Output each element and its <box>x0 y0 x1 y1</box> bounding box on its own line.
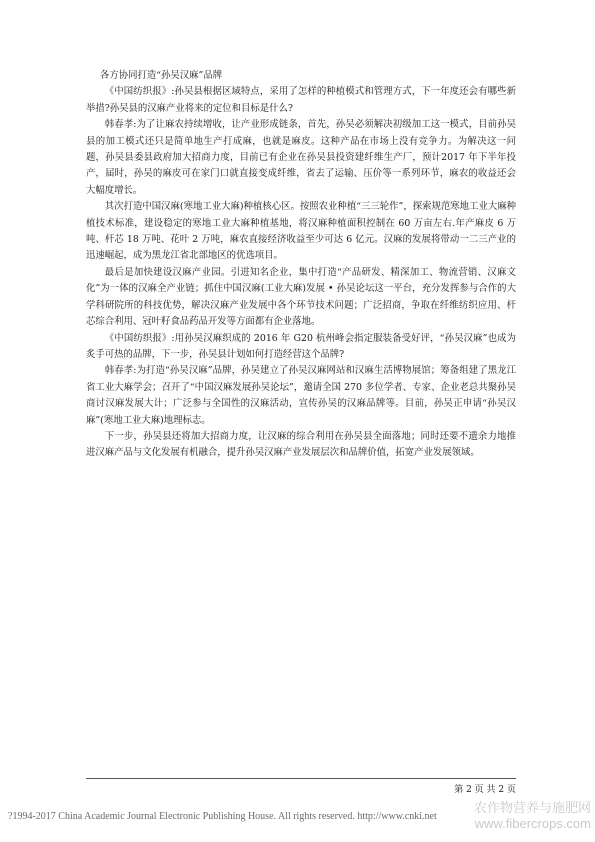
footer-divider <box>86 778 516 779</box>
watermark-url: www.fibercrops.com <box>474 816 591 831</box>
copyright-notice: ?1994-2017 China Academic Journal Electronic Publishing House. All rights reserved. http://www.cnki.net <box>8 811 437 822</box>
site-watermark <box>474 801 591 831</box>
paragraph-answer-1c: 最后是加快建设汉麻产业园。引进知名企业，集中打造“产品研发、精深加工、物流营销、汉麻文化”为一体的汉麻全产业链；抓住中国汉麻(工业大麻)发展 • 孙吴论坛这一平台，充分发挥参与合作的大学科研院所的科技优势，解决汉麻产业发展中各个环节技术问题；广泛招商，争取在纤维纺织应用、杆芯综合利用、冠叶籽食品药品开发等方面都有企业落地。 <box>86 266 516 328</box>
watermark-text: 农作物营养与施肥网 <box>473 801 591 816</box>
section-title: 各方协同打造“孙吴汉麻”品牌 <box>100 70 223 81</box>
article-body <box>86 68 516 462</box>
paragraph-question-2: 《中国纺织报》:用孙吴汉麻织成的 2016 年 G20 杭州峰会指定服装备受好评，“孙吴汉麻”也成为炙手可热的品牌，下一步，孙吴县计划如何打造经营这个品牌? <box>86 332 516 360</box>
paragraph-answer-2a: 韩春孝:为打造“孙吴汉麻”品牌，孙吴建立了孙吴汉麻网站和汉麻生活博物展馆；筹备组建了黑龙江省工业大麻学会；召开了“中国汉麻发展孙吴论坛”，邀请全国 270 多位学者、专家、企业老总共聚孙吴商讨汉麻发展大计；广泛参与全国性的汉麻活动，宣传孙吴的汉麻品牌等。目前，孙吴正申请“孙吴汉麻”(寒地工业大麻)地理标志。 <box>86 365 516 426</box>
paragraph-answer-2b: 下一步，孙吴县还将加大招商力度，让汉麻的综合利用在孙吴县全面落地；同时还要不遗余力地推进汉麻产品与文化发展有机融合，提升孙吴汉麻产业发展层次和品牌价值，拓宽产业发展领域。 <box>86 430 516 459</box>
page-number: 第 2 页 共 2 页 <box>454 785 516 795</box>
paragraph-answer-1a: 韩春孝:为了让麻农持续增收，让产业形成链条，首先，孙吴必须解决初级加工这一模式，目前孙吴县的加工模式还只是简单地生产打成麻，也就是麻皮。这种产品在市场上没有竞争力。为解决这一问题，孙吴县委县政府加大招商力度，目前已有企业在孙吴县投资建纤维生产厂，预计2017 年下半年投产，届时，孙吴的麻皮可在家门口就直接变成纤维，省去了运输、压价等一系列环节，麻农的收益还会大幅度增长。 <box>86 119 516 196</box>
paragraph-question-1: 《中国纺织报》:孙吴县根据区域特点，采用了怎样的种植模式和管理方式，下一年度还会有哪些新举措?孙吴县的汉麻产业将来的定位和目标是什么? <box>86 86 516 114</box>
paragraph-answer-1b: 其次打造中国汉麻(寒地工业大麻)种植核心区。按照农业种植“三三轮作”，探索规范寒地工业大麻种植技术标准，建设稳定的寒地工业大麻种植基地，将汉麻种植面积控制在 60 万亩左右.年产麻皮 6 万吨、杆芯 18 万吨、花叶 2 万吨，麻农直接经济收益至少可达 6 亿元。汉麻的发展将带动一二三产业的迅速崛起，成为黑龙江省北部地区的优选项目。 <box>86 201 516 262</box>
